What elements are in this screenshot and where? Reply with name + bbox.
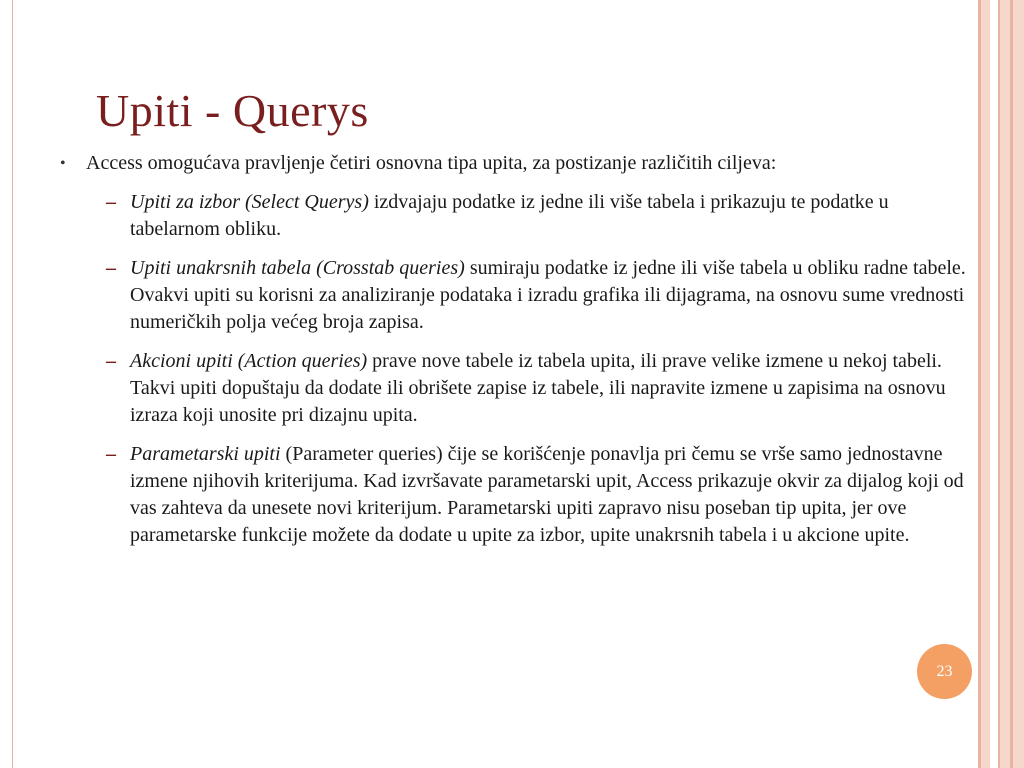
slide-title: Upiti - Querys (96, 85, 369, 136)
dash-mark: – (106, 350, 116, 372)
bullet-text: Access omogućava pravljenje četiri osnovna tipa upita, za postizanje različitih ciljeva: (86, 152, 777, 174)
left-border-line (12, 0, 13, 768)
slide-content (56, 150, 976, 561)
sub-item-text: (Parameter queries) čije se korišćenje ponavlja pri čemu se vrše samo jednostavne izmene njihovih kriterijuma. Kad izvršavate parametarski upit, Access prikazuje okvir za dijalog koji od vas zahteva da unesete novi kriterijum. Parametarski upiti zapravo nisu poseban tip upita, jer ove parametarske funkcije možete da dodate u upite za izbor, upite unakrsnih tabela i u akcione upite. (130, 443, 964, 546)
sub-item-crosstab (56, 255, 976, 336)
stripe (990, 0, 998, 768)
dash-mark: – (106, 443, 116, 465)
sub-item-action (56, 348, 976, 429)
stripe (998, 0, 1000, 768)
page-number-badge: 23 (917, 644, 972, 699)
dash-mark: – (106, 257, 116, 279)
bullet-mark: • (60, 155, 66, 172)
right-decorative-stripes (978, 0, 1024, 768)
sub-item-parameter (56, 441, 976, 549)
bullet-item (56, 150, 976, 177)
dash-mark: – (106, 191, 116, 213)
sub-item-text: sumiraju podatke iz jedne ili više tabela u obliku radne tabele. Ovakvi upiti su korisni za analiziranje podataka i izradu grafika ili dijagrama, na osnovu sume vrednosti numeričkih polja većeg broja zapisa. (130, 257, 966, 333)
sub-item-term: Parametarski upiti (130, 443, 281, 465)
sub-item-term: Upiti za izbor (Select Querys) (130, 191, 369, 213)
stripe (978, 0, 981, 768)
sub-item-term: Upiti unakrsnih tabela (Crosstab queries) (130, 257, 465, 279)
stripe (1010, 0, 1013, 768)
sub-item-text: prave nove tabele iz tabela upita, ili prave velike izmene u nekoj tabeli. Takvi upiti dopuštaju da dodate ili obrišete zapise iz tabele, ili napravite izmene u zapisima na osnovu izraza koji unosite pri dizajnu upita. (130, 350, 946, 426)
sub-item-term: Akcioni upiti (Action queries) (130, 350, 368, 372)
sub-item-text: izdvajaju podatke iz jedne ili više tabela i prikazuju te podatke u tabelarnom obliku. (130, 191, 889, 240)
sub-item-select (56, 189, 976, 243)
